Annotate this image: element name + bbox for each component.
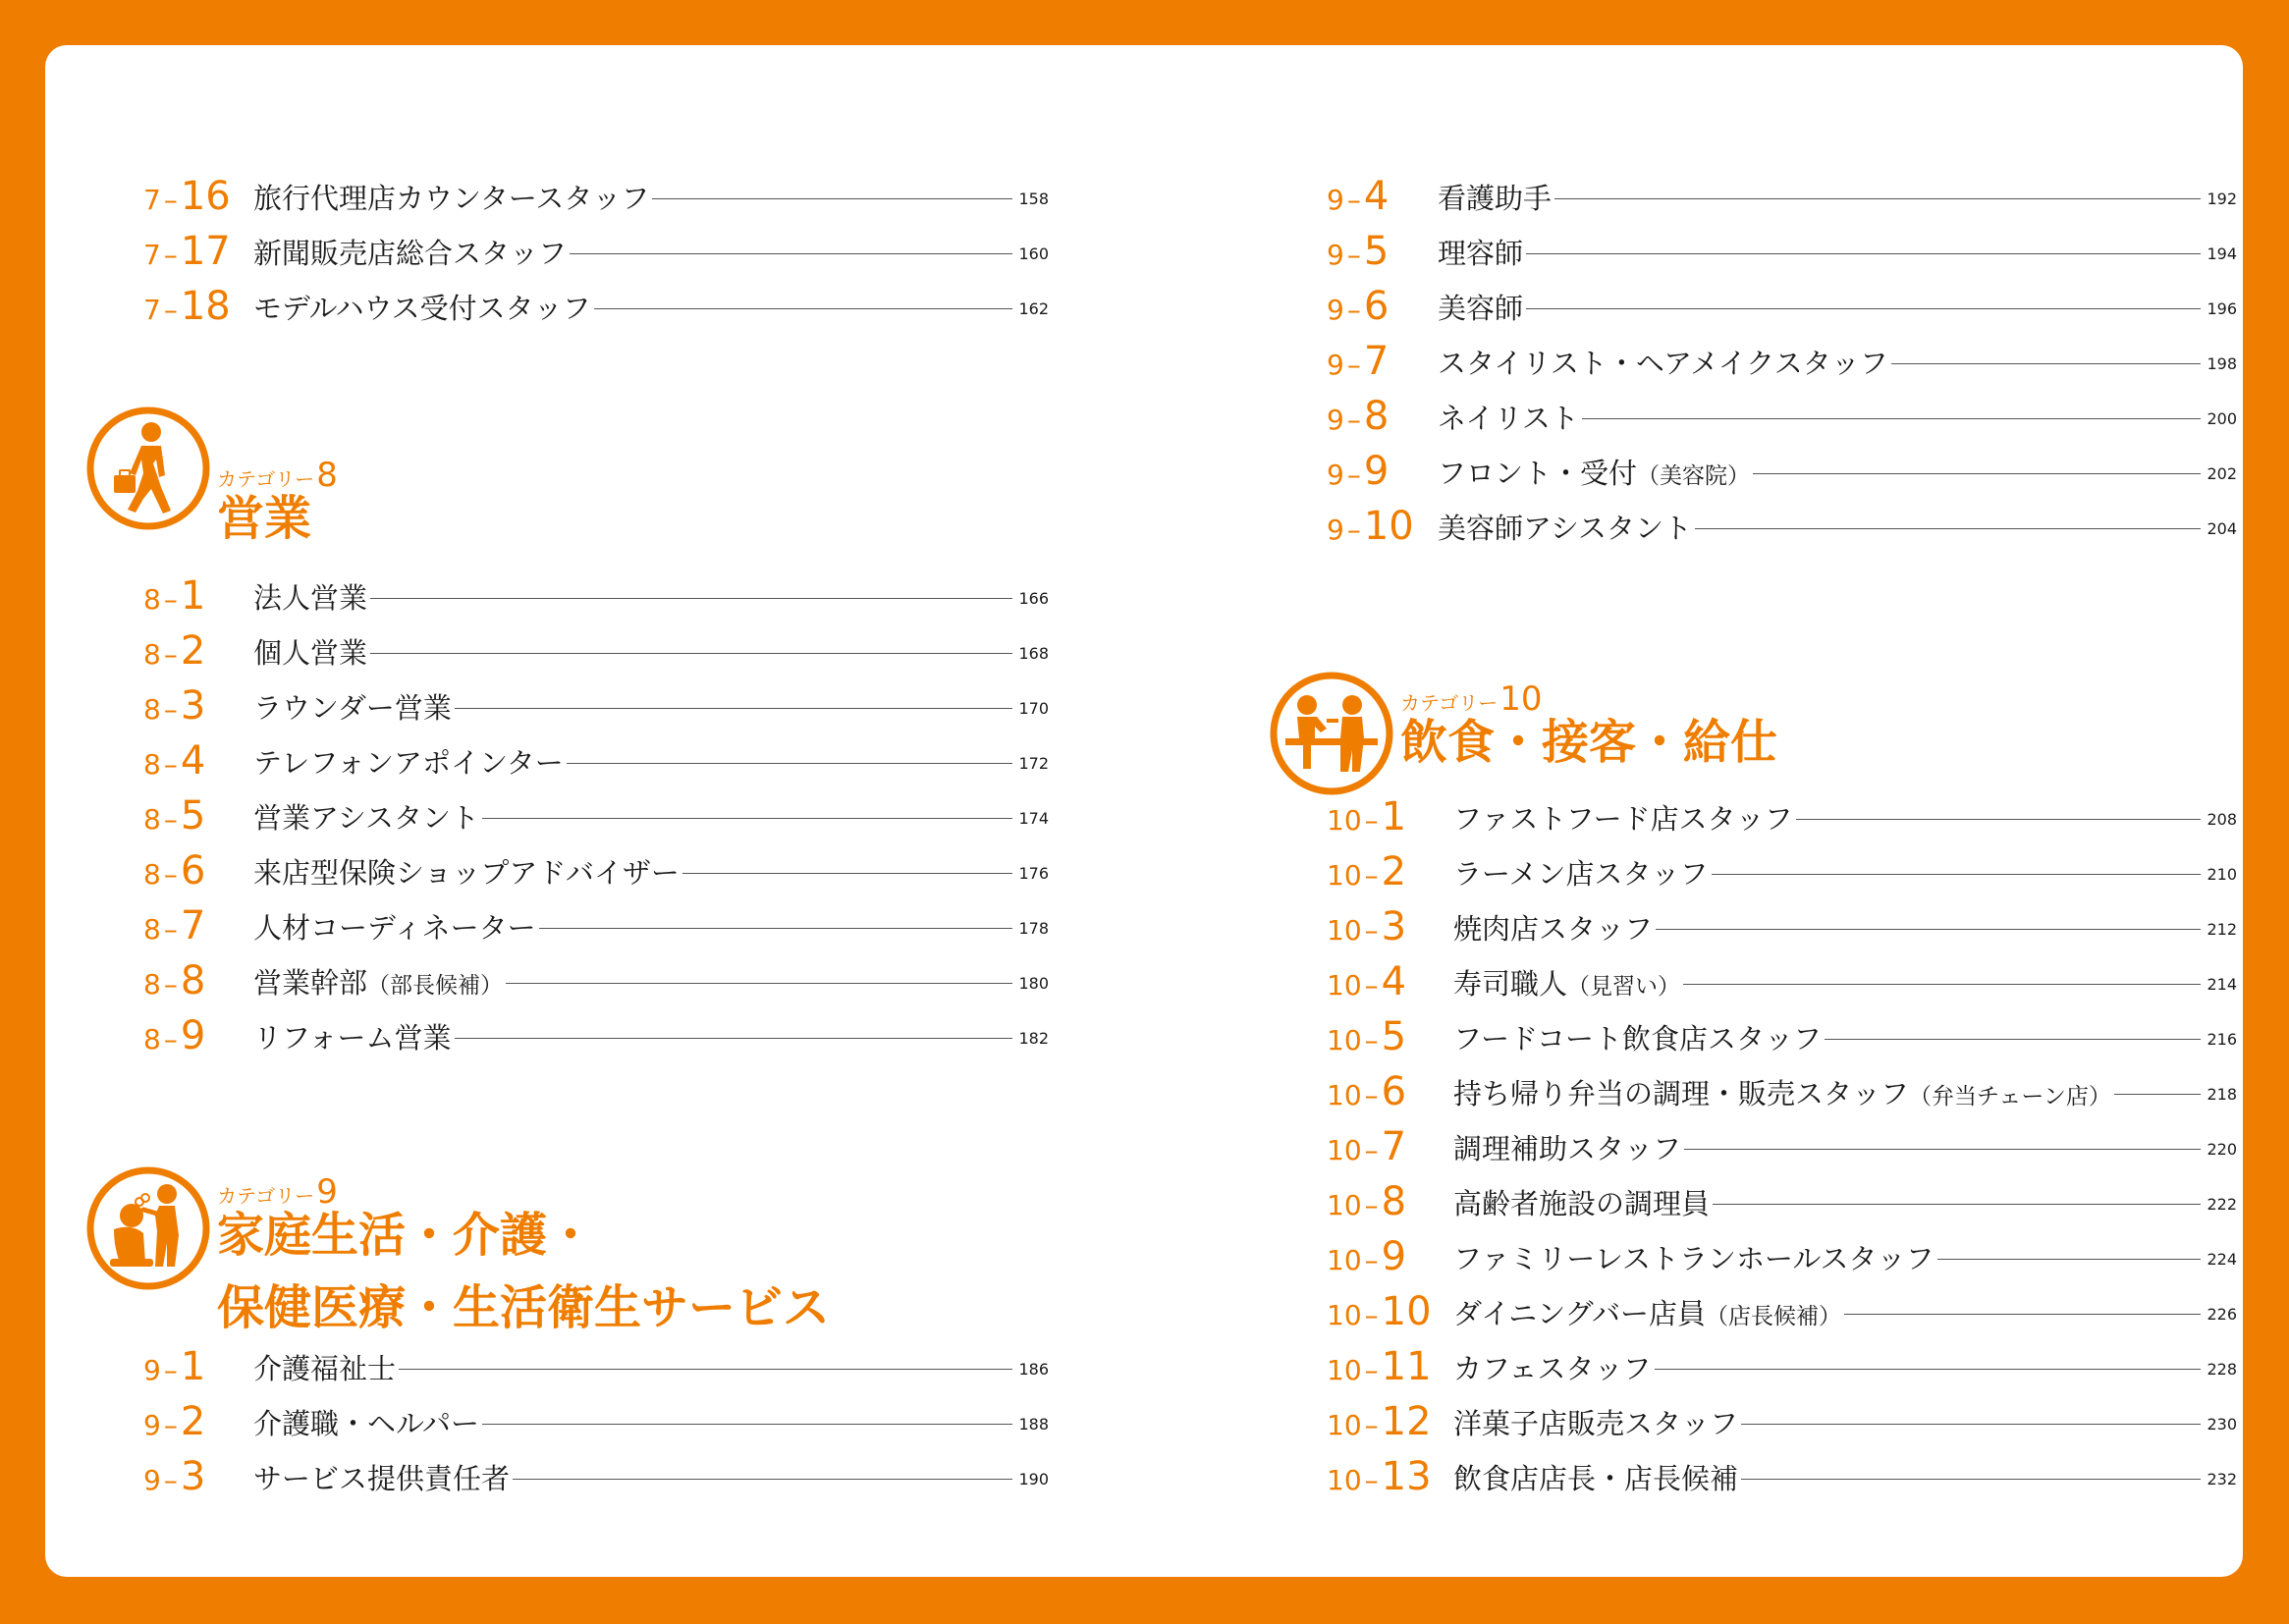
entry-title: 旅行代理店カウンタースタッフ [253, 181, 650, 215]
category-title: 営業 [217, 491, 312, 546]
toc-page [45, 45, 2243, 1577]
leader-line [1656, 929, 2201, 930]
entry-number: 9 – 3 [143, 1454, 206, 1499]
leader-line [370, 598, 1012, 599]
entry-number: 7 – 16 [143, 174, 231, 219]
entry-title: 持ち帰り弁当の調理・販売スタッフ（弁当チェーン店） [1453, 1076, 2111, 1110]
category-label: カテゴリー8 [217, 456, 338, 495]
entry-page: 202 [2207, 463, 2237, 483]
entry-number: 10 – 4 [1327, 959, 1407, 1004]
entry-number: 9 – 10 [1327, 504, 1414, 549]
entry-page: 226 [2207, 1304, 2237, 1324]
entry-number: 10 – 9 [1327, 1234, 1407, 1279]
leader-line [1526, 308, 2201, 309]
leader-line [1582, 418, 2202, 419]
leader-line [652, 198, 1012, 199]
leader-line [370, 653, 1012, 654]
leader-line [1695, 528, 2201, 529]
toc-entry[interactable] [1327, 1174, 2237, 1229]
entry-number: 9 – 6 [1327, 284, 1390, 329]
toc-entry[interactable] [143, 1449, 1049, 1504]
leader-line [482, 1424, 1012, 1425]
toc-entry[interactable] [143, 568, 1049, 623]
entry-number: 10 – 2 [1327, 849, 1407, 894]
toc-entry[interactable] [1327, 499, 2237, 554]
toc-entry[interactable] [143, 733, 1049, 788]
entry-number: 10 – 1 [1327, 794, 1407, 839]
entry-page: 194 [2207, 244, 2237, 263]
entry-title: 法人営業 [253, 580, 368, 615]
entry-title: ファストフード店スタッフ [1453, 801, 1793, 836]
entry-title: ダイニングバー店員（店長候補） [1453, 1296, 1841, 1330]
leader-line [1655, 1369, 2202, 1370]
toc-entry[interactable] [143, 953, 1049, 1008]
entry-title: 介護福祉士 [253, 1351, 397, 1385]
entry-page: 166 [1018, 588, 1049, 608]
category-title: 保健医療・生活衛生サービス [217, 1280, 831, 1335]
toc-entry[interactable] [143, 788, 1049, 843]
toc-entry[interactable] [1327, 1449, 2237, 1504]
toc-entry[interactable] [143, 843, 1049, 898]
entry-title: スタイリスト・ヘアメイクスタッフ [1438, 346, 1888, 380]
leader-line [399, 1369, 1012, 1370]
entry-page: 172 [1018, 753, 1049, 773]
entry-number: 8 – 1 [143, 573, 206, 619]
category-label: カテゴリー10 [1400, 679, 1543, 719]
leader-line [1825, 1039, 2201, 1040]
entry-page: 160 [1018, 244, 1049, 263]
entry-title: 理容師 [1438, 236, 1524, 270]
entry-page: 196 [2207, 298, 2237, 318]
toc-entry[interactable] [143, 169, 1049, 224]
toc-entry[interactable] [143, 678, 1049, 733]
toc-entry[interactable] [1327, 1064, 2237, 1119]
entry-number: 8 – 8 [143, 958, 206, 1003]
entry-note: （見習い） [1567, 973, 1681, 1000]
entry-page: 176 [1018, 863, 1049, 883]
toc-entry[interactable] [1327, 899, 2237, 954]
entry-title: ラウンダー営業 [253, 690, 452, 725]
entry-page: 188 [1018, 1414, 1049, 1434]
entry-page: 178 [1018, 918, 1049, 938]
entry-title: 美容師 [1438, 291, 1524, 325]
leader-line [1526, 253, 2201, 254]
entry-title: サービス提供責任者 [253, 1461, 511, 1495]
leader-line [1844, 1314, 2202, 1315]
entry-title: 飲食店店長・店長候補 [1453, 1461, 1739, 1495]
toc-entry[interactable] [1327, 1339, 2237, 1394]
leader-line [1753, 473, 2201, 474]
leader-line [1713, 1204, 2201, 1205]
entry-number: 10 – 13 [1327, 1454, 1432, 1499]
leader-line [594, 308, 1013, 309]
leader-line [570, 253, 1012, 254]
entry-page: 218 [2207, 1084, 2237, 1104]
toc-entry[interactable] [1327, 1394, 2237, 1449]
leader-line [567, 763, 1013, 764]
entry-page: 210 [2207, 864, 2237, 884]
toc-entry[interactable] [1327, 844, 2237, 899]
entry-number: 9 – 1 [143, 1344, 206, 1389]
toc-entry[interactable] [143, 1339, 1049, 1394]
entry-title: 美容師アシスタント [1438, 511, 1692, 545]
toc-entry[interactable] [1327, 224, 2237, 279]
toc-entry[interactable] [1327, 1119, 2237, 1174]
toc-entry[interactable] [1327, 444, 2237, 499]
leader-line [513, 1479, 1012, 1480]
leader-line [455, 708, 1013, 709]
entry-page: 230 [2207, 1414, 2237, 1434]
entry-number: 8 – 6 [143, 848, 206, 893]
leader-line [1741, 1479, 2201, 1480]
leader-line [1741, 1424, 2201, 1425]
entry-page: 162 [1018, 298, 1049, 318]
entry-page: 228 [2207, 1359, 2237, 1379]
entry-page: 214 [2207, 974, 2237, 994]
entry-number: 8 – 9 [143, 1013, 206, 1058]
entry-number: 9 – 2 [143, 1399, 206, 1444]
entry-title: 介護職・ヘルパー [253, 1406, 479, 1440]
entry-note: （店長候補） [1705, 1303, 1841, 1329]
entry-page: 192 [2207, 189, 2237, 208]
leader-line [682, 873, 1013, 874]
entry-page: 186 [1018, 1359, 1049, 1379]
leader-line [482, 818, 1012, 819]
category-title: 飲食・接客・給仕 [1400, 715, 1778, 770]
toc-entry[interactable] [1327, 169, 2237, 224]
entry-title: 新聞販売店総合スタッフ [253, 236, 568, 270]
entry-number: 10 – 8 [1327, 1179, 1407, 1224]
leader-line [1683, 984, 2201, 985]
entry-title: 高齢者施設の調理員 [1453, 1186, 1711, 1220]
entry-number: 8 – 7 [143, 903, 206, 948]
entry-number: 10 – 11 [1327, 1344, 1432, 1389]
entry-page: 212 [2207, 919, 2237, 939]
entry-number: 10 – 5 [1327, 1014, 1407, 1059]
entry-title: 営業幹部（部長候補） [253, 965, 504, 1000]
entry-page: 208 [2207, 809, 2237, 829]
category-label: カテゴリー9 [217, 1172, 338, 1212]
entry-title: 調理補助スタッフ [1453, 1131, 1682, 1165]
leader-line [1684, 1149, 2201, 1150]
entry-number: 9 – 4 [1327, 174, 1390, 219]
entry-title: フロント・受付（美容院） [1438, 456, 1751, 490]
entry-page: 232 [2207, 1469, 2237, 1489]
entry-page: 170 [1018, 698, 1049, 718]
entry-title: ネイリスト [1438, 401, 1579, 435]
entry-number: 7 – 18 [143, 284, 231, 329]
leader-line [539, 928, 1013, 929]
entry-number: 9 – 9 [1327, 449, 1390, 494]
entry-page: 198 [2207, 353, 2237, 373]
entry-page: 190 [1018, 1469, 1049, 1489]
entry-page: 182 [1018, 1028, 1049, 1048]
toc-entry[interactable] [143, 224, 1049, 279]
entry-title: 焼肉店スタッフ [1453, 911, 1654, 946]
entry-title: カフェスタッフ [1453, 1351, 1652, 1385]
entry-page: 200 [2207, 408, 2237, 428]
entry-number: 10 – 3 [1327, 904, 1407, 949]
entry-number: 7 – 17 [143, 229, 231, 274]
entry-page: 168 [1018, 643, 1049, 663]
toc-entry[interactable] [143, 898, 1049, 953]
toc-entry[interactable] [1327, 954, 2237, 1009]
leader-line [1712, 874, 2202, 875]
entry-page: 222 [2207, 1194, 2237, 1214]
entry-number: 9 – 8 [1327, 394, 1390, 439]
entry-page: 174 [1018, 808, 1049, 828]
entry-title: 寿司職人（見習い） [1453, 966, 1681, 1001]
entry-title: 人材コーディネーター [253, 910, 536, 945]
haircut-service-icon [84, 1164, 212, 1292]
toc-entry[interactable] [1327, 279, 2237, 334]
entry-title: ラーメン店スタッフ [1453, 856, 1709, 891]
entry-title: ファミリーレストランホールスタッフ [1453, 1241, 1935, 1275]
entry-title: 個人営業 [253, 635, 368, 670]
toc-entry[interactable] [143, 623, 1049, 678]
entry-page: 216 [2207, 1029, 2237, 1049]
entry-number: 9 – 5 [1327, 229, 1390, 274]
leader-line [506, 983, 1012, 984]
entry-page: 224 [2207, 1249, 2237, 1269]
walking-businessman-icon [84, 405, 212, 532]
leader-line [1554, 198, 2201, 199]
entry-number: 8 – 5 [143, 793, 206, 839]
entry-title: 来店型保険ショップアドバイザー [253, 855, 680, 890]
entry-title: テレフォンアポインター [253, 745, 564, 780]
leader-line [2114, 1094, 2202, 1095]
entry-page: 204 [2207, 518, 2237, 538]
entry-page: 180 [1018, 973, 1049, 993]
entry-title: フードコート飲食店スタッフ [1453, 1021, 1822, 1056]
restaurant-service-icon [1268, 670, 1395, 797]
leader-line [455, 1038, 1013, 1039]
entry-number: 10 – 10 [1327, 1289, 1432, 1334]
toc-entry[interactable] [1327, 1229, 2237, 1284]
entry-number: 8 – 2 [143, 628, 206, 674]
toc-entry[interactable] [143, 1008, 1049, 1063]
toc-entry[interactable] [1327, 1284, 2237, 1339]
toc-entry[interactable] [143, 279, 1049, 334]
entry-title: 看護助手 [1438, 181, 1553, 215]
entry-number: 10 – 7 [1327, 1124, 1407, 1169]
entry-page: 220 [2207, 1139, 2237, 1159]
toc-entry[interactable] [143, 1394, 1049, 1449]
entry-number: 9 – 7 [1327, 339, 1390, 384]
toc-entry[interactable] [1327, 334, 2237, 389]
entry-title: 営業アシスタント [253, 800, 479, 835]
entry-note: （部長候補） [367, 972, 504, 999]
toc-entry[interactable] [1327, 389, 2237, 444]
entry-title: リフォーム営業 [253, 1020, 452, 1055]
toc-entry[interactable] [1327, 789, 2237, 844]
entry-number: 8 – 3 [143, 683, 206, 729]
entry-number: 8 – 4 [143, 738, 206, 784]
leader-line [1796, 819, 2202, 820]
entry-note: （美容院） [1637, 462, 1751, 489]
entry-number: 10 – 6 [1327, 1069, 1407, 1114]
leader-line [1937, 1259, 2202, 1260]
entry-title: モデルハウス受付スタッフ [253, 291, 591, 325]
toc-entry[interactable] [1327, 1009, 2237, 1064]
entry-page: 158 [1018, 189, 1049, 208]
entry-title: 洋菓子店販売スタッフ [1453, 1406, 1739, 1440]
entry-number: 10 – 12 [1327, 1399, 1432, 1444]
leader-line [1891, 363, 2202, 364]
entry-note: （弁当チェーン店） [1909, 1083, 2111, 1110]
category-title: 家庭生活・介護・ [217, 1208, 595, 1263]
